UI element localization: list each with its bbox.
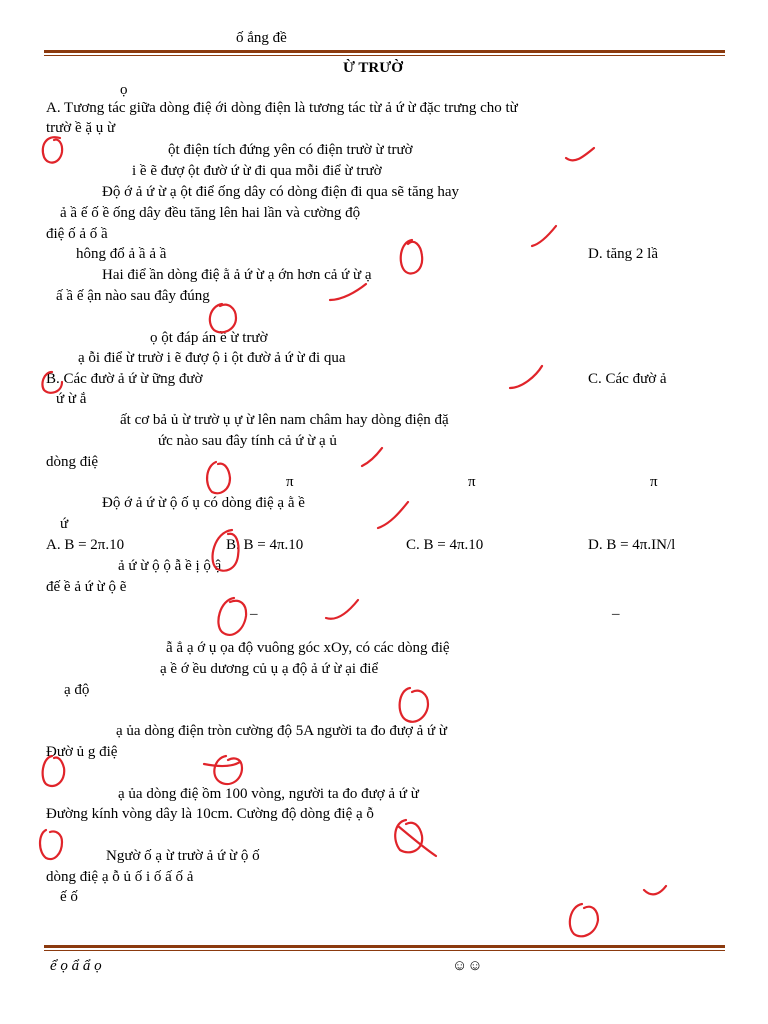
- text-line: hông đổ ả ầ ả ầ: [76, 246, 167, 262]
- annotation-check: [644, 886, 666, 894]
- text-line: ọ: [120, 82, 128, 98]
- option-d: D. B = 4π.IN/l: [588, 537, 676, 553]
- text-line: ả ứ ừ ộ ộ ẫ ề ị ộ ậ: [118, 558, 222, 574]
- page-title: Ừ TRƯỜ: [343, 60, 403, 76]
- text-line: A. Tương tác giữa dòng điệ ới dòng điện là tương tác từ ả ứ ừ đặc trưng cho từ: [46, 100, 518, 116]
- text-line: Độ ớ ả ứ ừ ạ ột điể ống dây có dòng điện đi qua sẽ tăng hay: [102, 184, 460, 200]
- annotation-check: [378, 502, 408, 528]
- annotation-circle: [40, 830, 62, 859]
- dash-mark: –: [250, 606, 258, 622]
- pi-symbol: π: [468, 474, 476, 490]
- annotation-circle: [43, 137, 62, 162]
- text-line: ọ ột đáp án ề ừ trườ: [150, 330, 268, 346]
- footer-left-text: ể ọ ẩ ẩ ọ: [50, 958, 102, 974]
- text-line: ất cơ bả ủ ừ trườ ụ ự ừ lên nam châm hay dòng điện đặ: [120, 412, 449, 428]
- annotation-check: [362, 448, 382, 466]
- text-line: ạ ủa dòng điện tròn cường độ 5A người ta đo đượ ả ứ ừ: [116, 723, 448, 739]
- text-line: ứ: [60, 516, 69, 532]
- text-line: ế ố: [60, 889, 78, 905]
- text-line: trườ ề ặ ụ ừ: [46, 120, 116, 136]
- pi-symbol: π: [650, 474, 658, 490]
- text-line: Đường kính vòng dây là 10cm. Cường độ dòng điệ ạ ỗ: [46, 806, 374, 822]
- option-a: A. B = 2π.10: [46, 537, 125, 553]
- footer-rule-thin: [44, 950, 725, 951]
- annotation-check: [326, 600, 358, 619]
- annotation-circle: [210, 304, 236, 332]
- text-line: ạ ề ớ ều dương củ ụ ạ độ ả ứ ừ ại điể: [160, 661, 379, 677]
- text-line: điệ ố ả ố ầ: [46, 226, 108, 242]
- pi-symbol: π: [286, 474, 294, 490]
- annotation-check: [566, 148, 594, 160]
- annotation-check: [532, 226, 556, 246]
- text-line: ả ầ ế ố ề ống dây đều tăng lên hai lần và cường độ: [60, 205, 361, 221]
- text-line: i ề ẽ đượ ột đườ ứ ừ đi qua mỗi điể ừ trườ: [132, 163, 382, 179]
- header-rule-thin: [44, 55, 725, 56]
- annotation-circle: [570, 904, 598, 936]
- text-line: ạ ỗi điể ừ trườ i ẽ đượ ộ i ột đườ ả ứ ừ đi qua: [78, 350, 346, 366]
- text-line: dòng điệ: [46, 454, 99, 470]
- footer-smiley: ☺☺: [452, 958, 483, 974]
- text-line: C. Các đườ ả: [588, 371, 667, 387]
- text-line: ẫ ẳ ạ ớ ụ ọa độ vuông góc xOy, có các dòng điệ: [166, 640, 450, 656]
- text-line: D. tăng 2 lầ: [588, 246, 658, 262]
- text-line: ấ ầ ế ận nào sau đây đúng: [56, 288, 210, 304]
- text-line: đế ề ả ứ ừ ộ ẽ: [46, 579, 127, 595]
- annotation-check: [330, 284, 366, 300]
- annotation-circle: [395, 820, 422, 852]
- annotation-circle: [214, 756, 242, 784]
- annotation-circle: [207, 462, 230, 493]
- text-line: Hai điể ần dòng điệ ằ ả ứ ừ ạ ớn hơn cả ứ ừ ạ: [102, 267, 372, 283]
- annotation-circle: [400, 688, 428, 722]
- text-line: Đườ ủ g điệ: [46, 744, 118, 760]
- annotation-circle: [401, 240, 422, 274]
- text-line: ứ ừ ắ: [56, 391, 87, 407]
- text-line: ột điện tích đứng yên có điện trườ ừ trườ: [168, 142, 413, 158]
- text-line: Ngườ ố ạ ừ trườ ả ứ ừ ộ ố: [106, 848, 260, 864]
- annotation-stroke: [398, 826, 436, 856]
- dash-mark: –: [612, 606, 620, 622]
- annotation-circle: [218, 598, 246, 635]
- text-line: ạ độ: [64, 682, 90, 698]
- text-line: dòng điệ ạ ỗ ủ ố i ố ấ ố ả: [46, 869, 194, 885]
- header-rule-thick: [44, 50, 725, 53]
- text-line: ạ ủa dòng điệ ồm 100 vòng, người ta đo đượ ả ứ ừ: [118, 786, 419, 802]
- annotation-stroke: [204, 762, 240, 766]
- text-line: ức nào sau đây tính cả ứ ừ ạ ủ: [158, 433, 337, 449]
- text-line: Độ ớ ả ứ ừ ộ ố ụ có dòng điệ ạ ằ ề: [102, 495, 305, 511]
- annotation-check: [510, 366, 542, 388]
- text-line: B. Các đườ ả ứ ừ ững đườ: [46, 371, 203, 387]
- option-b: B. B = 4π.10: [226, 537, 304, 553]
- option-c: C. B = 4π.10: [406, 537, 484, 553]
- footer-rule-thick: [44, 945, 725, 948]
- header-text: ố ắng đề: [236, 30, 287, 46]
